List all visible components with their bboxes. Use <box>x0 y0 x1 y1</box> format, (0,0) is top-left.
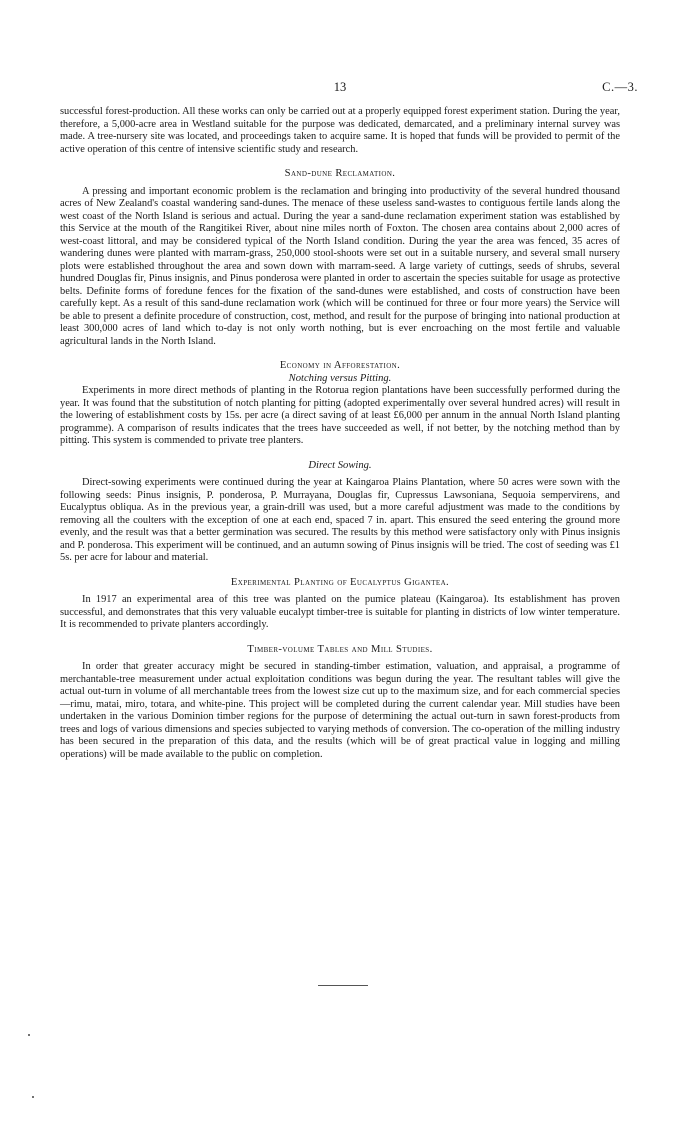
scan-speck <box>28 1034 30 1036</box>
page-header <box>60 80 638 96</box>
end-rule <box>318 985 368 986</box>
sand-dune-paragraph: A pressing and important economic problem is the reclamation and bringing into productivity of the several hundred thousand acres of New Zealand's coastal wandering sand-dunes. The menace of these useless sand-wastes to contiguous fertile lands along the west coast of the North Island is serious and actual. During the year a sand-dune reclamation experiment station was established by this Service at the mouth of the Rangitikei River, about nine miles north of Foxton. The chosen area contains about 2,000 acres of west-coast littoral, and may be considered typical of the North Island condition. During the year the area was fenced, 35 acres of wandering dunes were planted with marram-grass, 250,000 stool-shoots were set out in a suitable nursery, and several small nursery plots were established throughout the area and sown down with marram-seed. A large variety of cuttings, seeds of shrubs, several hundred Douglas fir, Pinus insignis, and Pinus ponderosa were planted in order to ascertain the species suitable for usage as protective belts. Definite forms of foredune fences for the fixation of the sand-dunes were established, and costs of construction have been carefully kept. As a result of this sand-dune reclamation work (which will be continued for three or four more years) the Service will be able to present a definite procedure of construction, cost, method, and result for the purpose of bringing into national production at least 300,000 acres of land which to-day is not only worth nothing, but is ever encroaching on the most fertile and valuable agricultural lands in the North Island. <box>60 185 620 347</box>
intro-paragraph: successful forest-production. All these works can only be carried out at a properly equipped forest experiment station. During the year, therefore, a 5,000-acre area in Westland suitable for the purpose was dedicated, demarcated, and a preliminary internal survey was made. A tree-nursery site was located, and proceedings taken to acquire same. It is hoped that funds will be provided to permit of the active operation of this centre of intensive scientific study and research. <box>60 106 620 155</box>
subheading-notching: Notching versus Pitting. <box>288 372 392 384</box>
timber-paragraph: In order that greater accuracy might be secured in standing-timber estimation, valuation, and appraisal, a programme of merchantable-tree measurement under actual exploitation conditions was begun during the year. The resultant tables will give the actual out-turn in volume of all merchantable trees from the lowest size cut up to the maximum size, and for each commercial species—rimu, matai, miro, totara, and white-pine. This project will be completed during the current calendar year. Mill studies have been undertaken in the various Dominion timber regions for the purpose of determining the actual out-turn in sawn forest-products from trees and logs of various dimensions and species subjected to varying methods of conversion. The co-operation of the milling industry has been secured in the preparation of this data, and the results (which will be of great practical value in logging and milling operations) will be made available to the public on completion. <box>60 661 620 760</box>
section-heading-timber: Timber-volume Tables and Mill Studies. <box>247 643 433 655</box>
section-heading-eucalyptus: Experimental Planting of Eucalyptus Gigantea. <box>230 576 450 588</box>
notching-paragraph: Experiments in more direct methods of planting in the Rotorua region plantations have been successfully performed during the year. It was found that the substitution of notch planting for pitting (adopted experimentally over several hundred acres) will result in the lowering of establishment costs by 15s. per acre (a direct saving of at least £6,000 per annum in the annual North Island planting programme). A comparison of results indicates that the trees have succeeded as well, if not better, by the notching method than by pitting. This system is commended to private tree planters. <box>60 385 620 446</box>
subheading-direct-sowing: Direct Sowing. <box>308 459 372 471</box>
scan-speck <box>32 1096 34 1098</box>
document-body <box>60 106 620 761</box>
eucalyptus-paragraph: In 1917 an experimental area of this tree was planted on the pumice plateau (Kaingaroa). Its establishment has proven successful, and demonstrates that this very valuable eucalypt timber-tree is suitable for planting in districts of low winter temperature. It is recommended to private planters accordingly. <box>60 594 620 630</box>
section-heading-sand-dune: Sand-dune Reclamation. <box>284 168 396 179</box>
section-heading-economy: Economy in Afforestation. <box>279 360 401 371</box>
direct-sowing-paragraph: Direct-sowing experiments were continued during the year at Kaingaroa Plains Plantation, where 50 acres were sown with the following seeds: Pinus insignis, P. ponderosa, P. Murrayana, Douglas fir, Cupressus Lawsoniana, Sequoia sempervirens, and Eucalyptus obliqua. As in the previous year, a grain-drill was used, but a more careful adjustment was made to the conditions by removing all the coulters with the exception of one at each end, spaced 7 in. apart. This ensured the seed entering the ground more evenly, and the result was that a better germination was secured. The results by this method were satisfactory only with Pinus insignis and P. ponderosa. This experiment will be continued, and an autumn sowing of Pinus insignis will be tried. The cost of seeding was £1 5s. per acre for labour and material. <box>60 477 620 563</box>
document-reference: C.—3. <box>602 80 638 94</box>
page-number: 13 <box>333 80 347 94</box>
